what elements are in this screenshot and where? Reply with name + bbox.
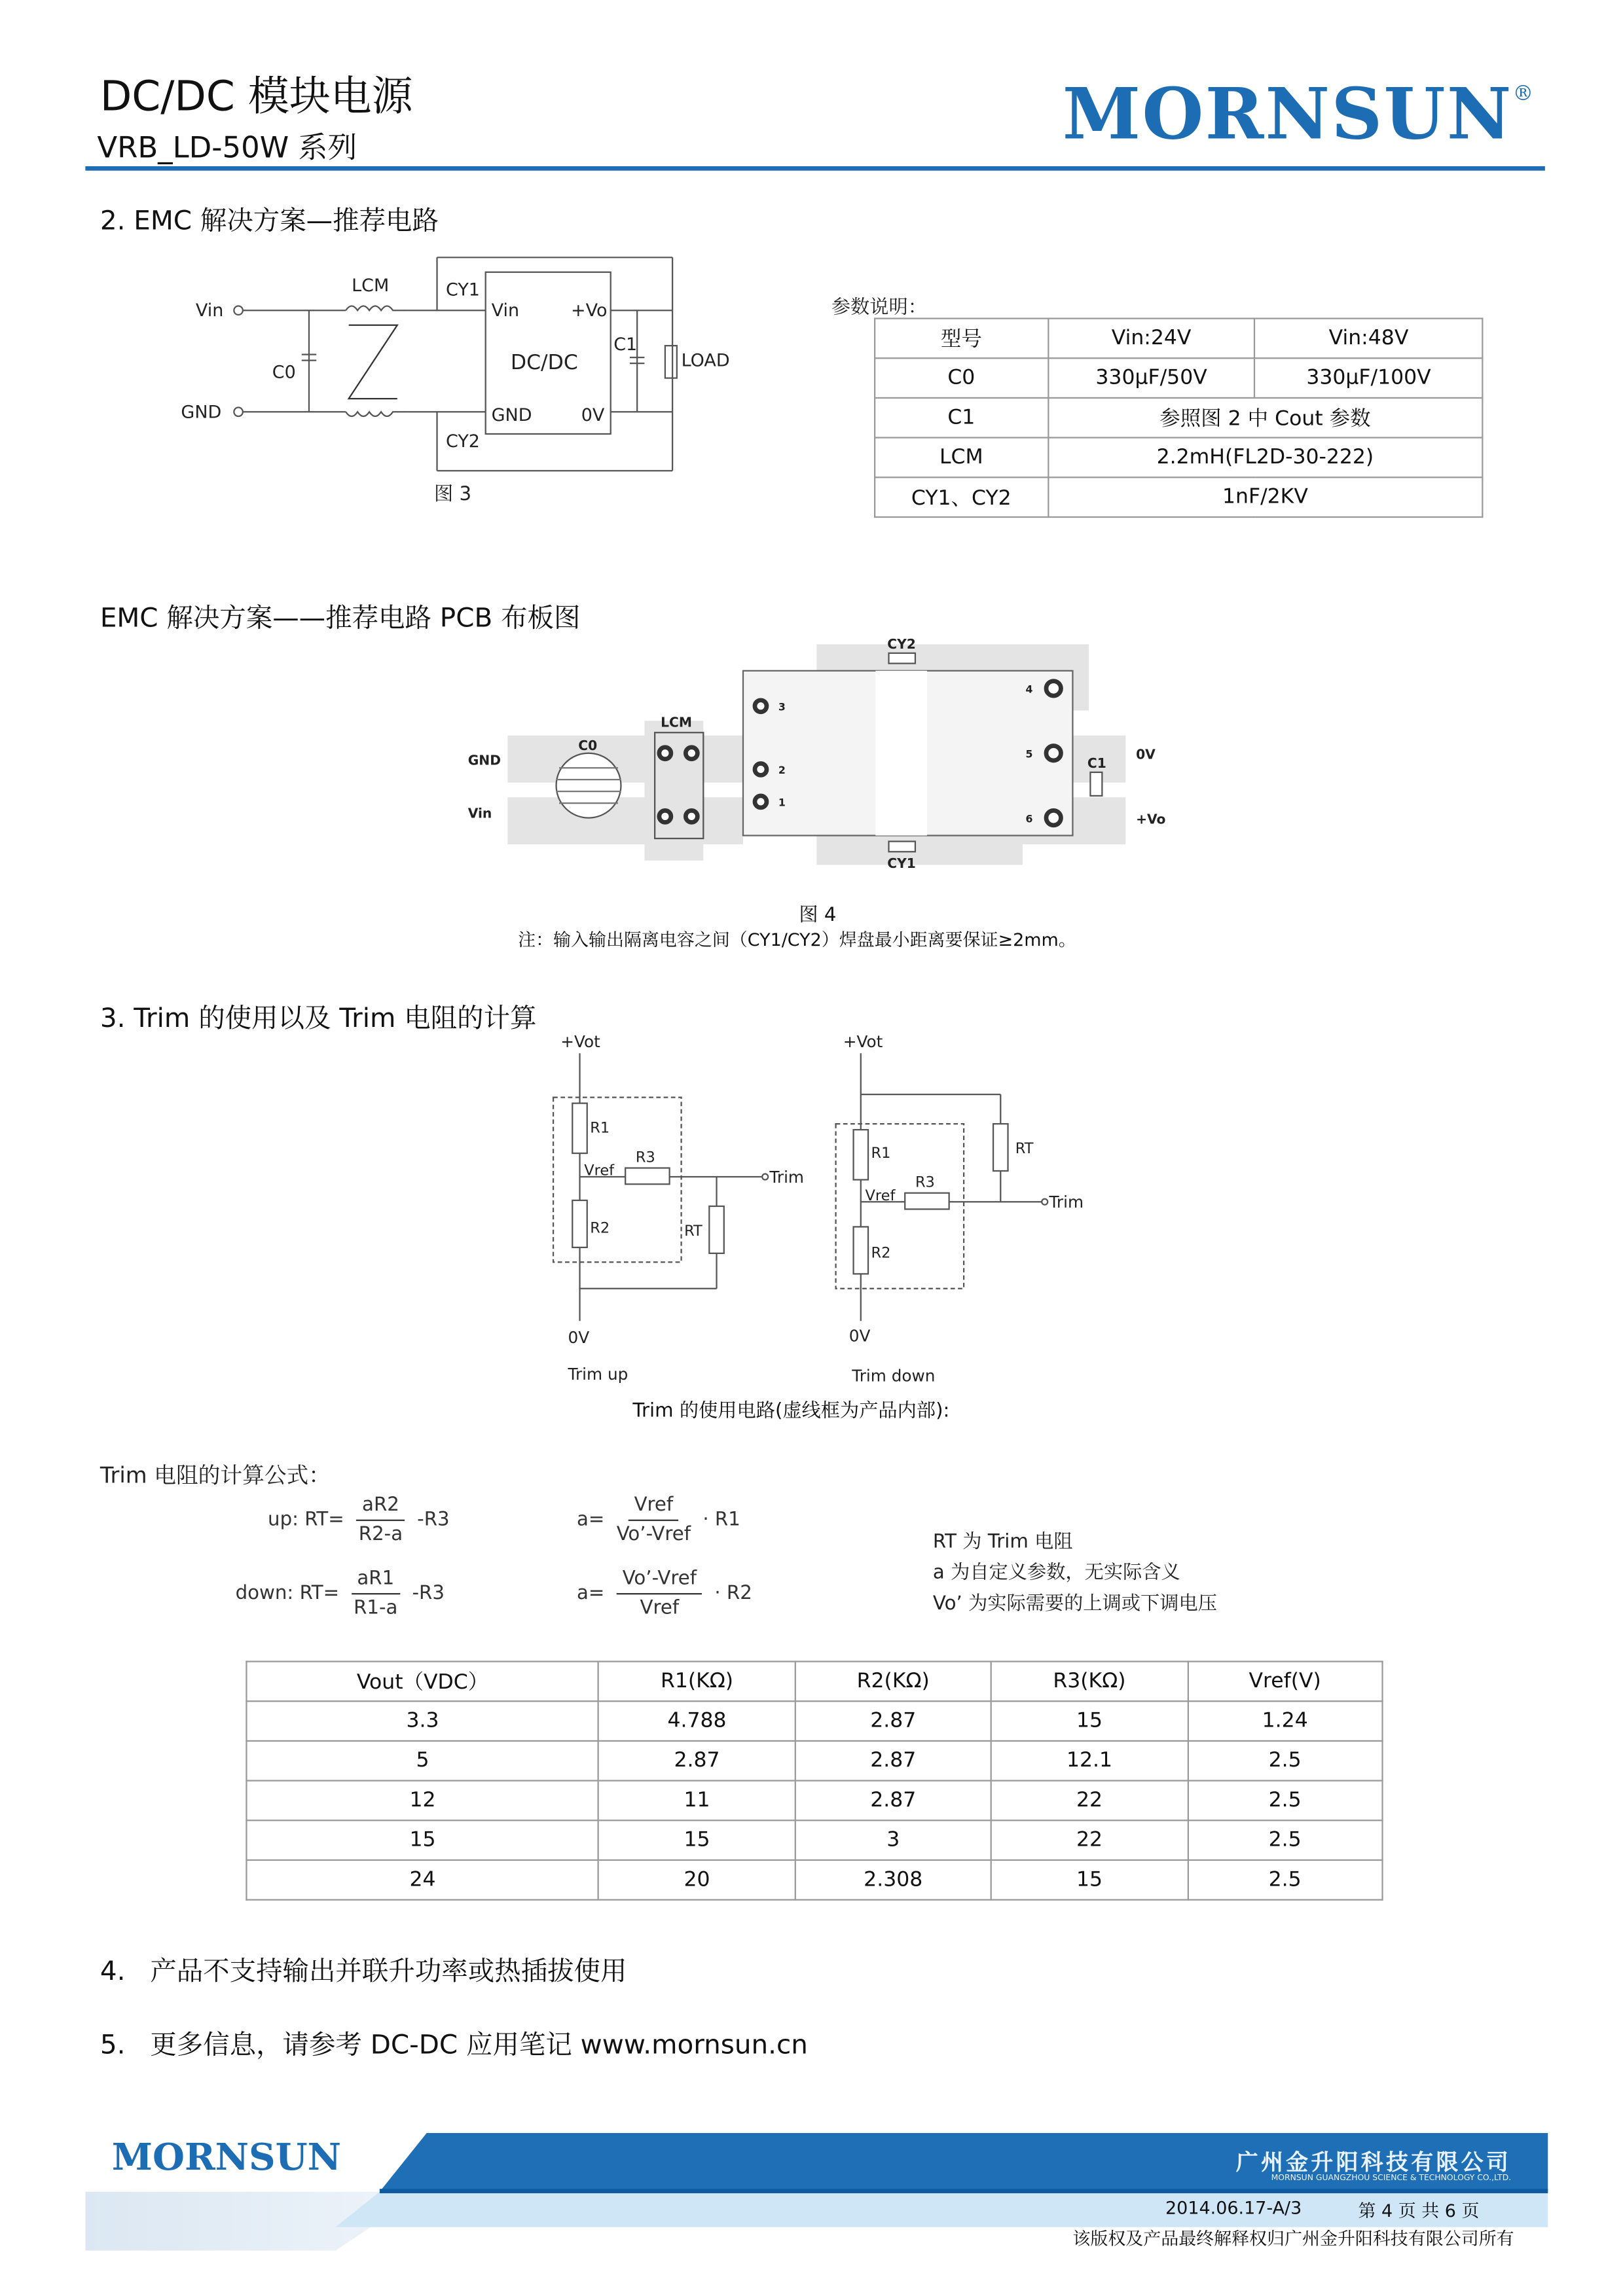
table-row: 15 15 3 22 2.5 — [246, 1820, 1382, 1860]
table-row: C0 330μF/50V 330μF/100V — [875, 358, 1482, 398]
label-c1: C1 — [613, 334, 638, 355]
params-table — [874, 317, 1483, 518]
trim-up-rt-label: RT — [684, 1222, 702, 1240]
formula-a-down: a= $\frac{\text{Vo’-Vref}}{\text{Vref}}$ · R2 — [577, 1568, 752, 1620]
table-row: 24 20 2.308 15 2.5 — [246, 1860, 1382, 1900]
pcb-label-0v: 0V — [1136, 746, 1156, 762]
trim-circuit-caption: Trim 的使用电路(虚线框为产品内部): — [632, 1400, 950, 1423]
footer-logo: MORNSUN — [111, 2136, 341, 2179]
label-module-name: DC/DC — [510, 351, 578, 375]
pcb-label-cy1: CY1 — [887, 855, 916, 872]
company-name-en: MORNSUN GUANGZHOU SCIENCE & TECHNOLOGY CO.,LTD. — [1271, 2174, 1512, 2183]
trim-down-r1-label: R1 — [871, 1144, 891, 1162]
pcb-note: 注：输入输出隔离电容之间（CY1/CY2）焊盘最小距离要保证≥2mm。 — [518, 929, 1076, 950]
trim-up-0v-label: 0V — [568, 1327, 590, 1347]
trim-up-circuit — [545, 1027, 839, 1388]
pin-1-label: 1 — [778, 796, 786, 809]
item-5: 5. 更多信息，请参考 DC-DC 应用笔记 www.mornsun.cn — [100, 2030, 808, 2061]
formula-a-up: a= $\frac{\text{Vref}}{\text{Vo’-Vref}}$ · R1 — [577, 1494, 740, 1547]
trim-down-r2-label: R2 — [871, 1244, 891, 1262]
pcb-label-gnd: GND — [467, 752, 501, 768]
trim-resistor-table — [246, 1660, 1383, 1900]
company-name-cn: 广州金升阳科技有限公司 — [1235, 2149, 1512, 2176]
table-row: 3.3 4.788 2.87 15 1.24 — [246, 1701, 1382, 1741]
trim-down-vot-label: +Vot — [843, 1032, 883, 1052]
trim-up-r3-label: R3 — [635, 1149, 655, 1166]
pin-3-label: 3 — [778, 700, 786, 713]
pcb-label-vin: Vin — [467, 805, 492, 821]
pin-5-label: 5 — [1025, 747, 1033, 761]
formula-title: Trim 电阻的计算公式： — [100, 1462, 331, 1489]
table-row: C1 参照图 2 中 Cout 参数 — [875, 398, 1482, 438]
trim-up-r2-label: R2 — [590, 1219, 610, 1237]
table-row: LCM 2.2mH(FL2D-30-222) — [875, 438, 1482, 478]
pcb-label-lcm: LCM — [661, 714, 692, 730]
trim-down-rt-label: RT — [1015, 1140, 1034, 1158]
pcb-label-c1: C1 — [1087, 755, 1106, 772]
figure4-caption: 图 4 — [799, 905, 837, 927]
trim-up-r1-label: R1 — [590, 1119, 610, 1137]
pcb-label-cy2: CY2 — [887, 636, 916, 653]
trim-down-0v-label: 0V — [848, 1326, 871, 1346]
trim-down-vref-label: Vref — [865, 1187, 896, 1204]
section-3-title: 3. Trim 的使用以及 Trim 电阻的计算 — [100, 1003, 537, 1034]
pin-6-label: 6 — [1025, 812, 1033, 825]
doc-version: 2014.06.17-A/3 — [1165, 2197, 1302, 2219]
table-row: 型号 Vin:24V Vin:48V — [875, 319, 1482, 359]
trim-down-caption: Trim down — [852, 1366, 936, 1386]
mornsun-logo: MORNSUN® — [1062, 73, 1535, 156]
page-number: 第 4 页 共 6 页 — [1358, 2200, 1480, 2221]
pin-2-label: 2 — [778, 764, 786, 777]
table-row: 12 11 2.87 22 2.5 — [246, 1781, 1382, 1821]
doc-subtitle: VRB_LD-50W 系列 — [97, 129, 357, 165]
doc-title: DC/DC 模块电源 — [100, 72, 413, 121]
copyright: 该版权及产品最终解释权归广州金升阳科技有限公司所有 — [1072, 2228, 1514, 2250]
pcb-layout-figure4 — [456, 632, 1192, 882]
label-vin: Vin — [195, 300, 224, 321]
params-title: 参数说明： — [831, 296, 927, 319]
formula-up: up: RT= $\frac{aR2}{R2-a}$ -R3 — [268, 1494, 450, 1547]
trim-down-r3-label: R3 — [915, 1174, 935, 1191]
formula-down: down: RT= $\frac{aR1}{R1-a}$ -R3 — [235, 1568, 445, 1620]
pcb-title: EMC 解决方案——推荐电路 PCB 布板图 — [100, 603, 581, 634]
pin-4-label: 4 — [1025, 683, 1033, 696]
label-lcm: LCM — [352, 276, 390, 296]
label-module-vo: +Vo — [571, 300, 608, 321]
label-module-vin: Vin — [491, 300, 520, 321]
footer — [85, 2133, 1548, 2251]
item-4: 4. 产品不支持输出并联升功率或热插拔使用 — [100, 1956, 627, 1988]
figure3-caption: 图 3 — [434, 482, 472, 505]
trim-down-trim-label: Trim — [1049, 1193, 1084, 1212]
trim-up-vot-label: +Vot — [560, 1032, 600, 1052]
table-header-row: Vout（VDC） R1(KΩ) R2(KΩ) R3(KΩ) Vref(V) — [246, 1662, 1382, 1702]
pcb-label-c0: C0 — [578, 738, 598, 754]
formula-legend: RT 为 Trim 电阻 a 为自定义参数，无实际含义 Vo’ 为实际需要的上调或下调电压 — [932, 1531, 1217, 1615]
label-gnd: GND — [181, 402, 222, 423]
trim-up-caption: Trim up — [568, 1365, 629, 1384]
label-module-0v: 0V — [581, 404, 605, 425]
header-divider — [85, 166, 1545, 171]
label-load: LOAD — [681, 350, 730, 371]
pcb-label-vo: +Vo — [1136, 811, 1166, 827]
table-row: CY1、CY2 1nF/2KV — [875, 477, 1482, 517]
emc-circuit-figure3 — [169, 243, 757, 515]
label-module-gnd: GND — [491, 404, 532, 425]
section-2-title: 2. EMC 解决方案—推荐电路 — [100, 206, 439, 237]
label-cy2: CY2 — [445, 431, 480, 452]
trim-up-trim-label: Trim — [769, 1167, 805, 1187]
table-row: 5 2.87 2.87 12.1 2.5 — [246, 1741, 1382, 1781]
trim-up-vref-label: Vref — [584, 1162, 615, 1179]
label-cy1: CY1 — [445, 279, 480, 300]
label-c0: C0 — [272, 362, 296, 383]
trim-down-circuit — [824, 1027, 1119, 1388]
